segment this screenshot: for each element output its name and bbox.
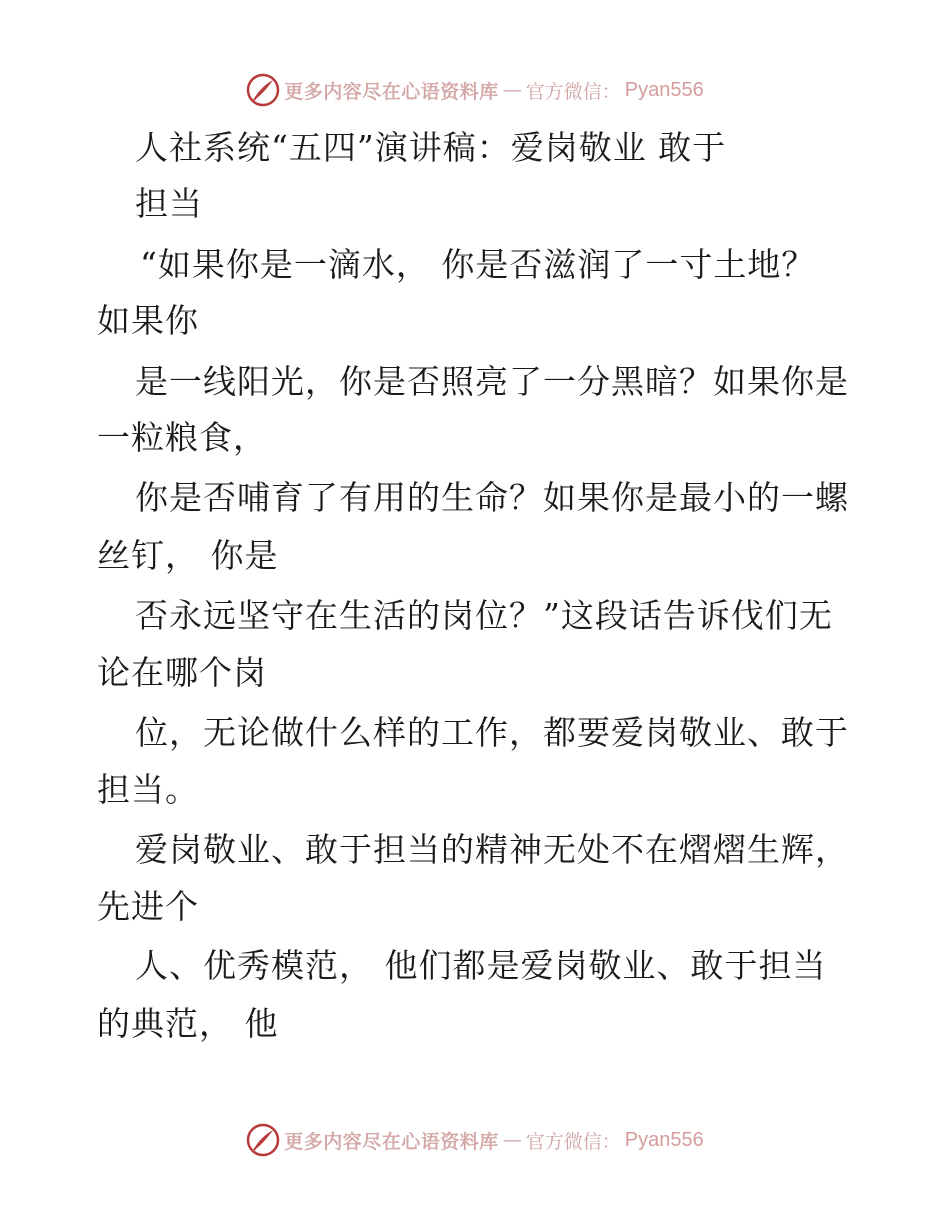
footer-banner-content bbox=[246, 1123, 704, 1157]
paragraph-line: 论在哪个岗 bbox=[97, 653, 267, 692]
paragraph-line: 的典范， 他 bbox=[97, 1004, 279, 1043]
paragraph-line: 人、优秀模范， 他们都是爱岗敬业、敢于担当 bbox=[135, 946, 827, 985]
header-banner-text: 更多内容尽在心语资料库 bbox=[284, 80, 499, 103]
paragraph-line: 一粒粮食， bbox=[97, 418, 267, 457]
paragraph-line: 否永远坚守在生活的岗位？”这段话告诉伐们无 bbox=[135, 596, 833, 635]
paragraph-line: 你是否哺育了有用的生命？如果你是最小的一螺 bbox=[135, 478, 849, 517]
quill-logo-icon bbox=[246, 1123, 280, 1157]
paragraph-line: 丝钉， 你是 bbox=[97, 536, 279, 575]
footer-banner-wechat-label: 官方微信： bbox=[525, 1130, 621, 1153]
document-title-line-1: 人社系统“五四”演讲稿：爱岗敬业 敢于 bbox=[135, 128, 727, 167]
paragraph-line: 爱岗敬业、敢于担当的精神无处不在熠熠生辉， bbox=[135, 830, 849, 869]
header-banner-content bbox=[246, 73, 704, 107]
footer-banner-text: 更多内容尽在心语资料库 bbox=[284, 1130, 499, 1153]
header-banner-wechat-label: 官方微信： bbox=[525, 80, 621, 103]
header-banner-separator: — bbox=[502, 79, 522, 101]
quill-logo-icon bbox=[246, 73, 280, 107]
paragraph-line: 先进个 bbox=[97, 887, 199, 926]
paragraph-line: 担当。 bbox=[97, 770, 199, 809]
footer-banner-wechat-id: Pyan556 bbox=[624, 1128, 704, 1151]
footer-banner-separator: — bbox=[502, 1129, 522, 1151]
header-banner-wechat-id: Pyan556 bbox=[624, 78, 704, 101]
footer-banner bbox=[0, 1120, 950, 1160]
paragraph-line: 是一线阳光，你是否照亮了一分黑暗？如果你是 bbox=[135, 362, 849, 401]
header-banner bbox=[0, 70, 950, 110]
document-title-line-2: 担当 bbox=[135, 184, 203, 223]
paragraph-line: “如果你是一滴水， 你是否滋润了一寸土地？ bbox=[140, 245, 816, 284]
paragraph-line: 位，无论做什么样的工作，都要爱岗敬业、敢于 bbox=[135, 713, 849, 752]
paragraph-line: 如果你 bbox=[97, 301, 199, 340]
